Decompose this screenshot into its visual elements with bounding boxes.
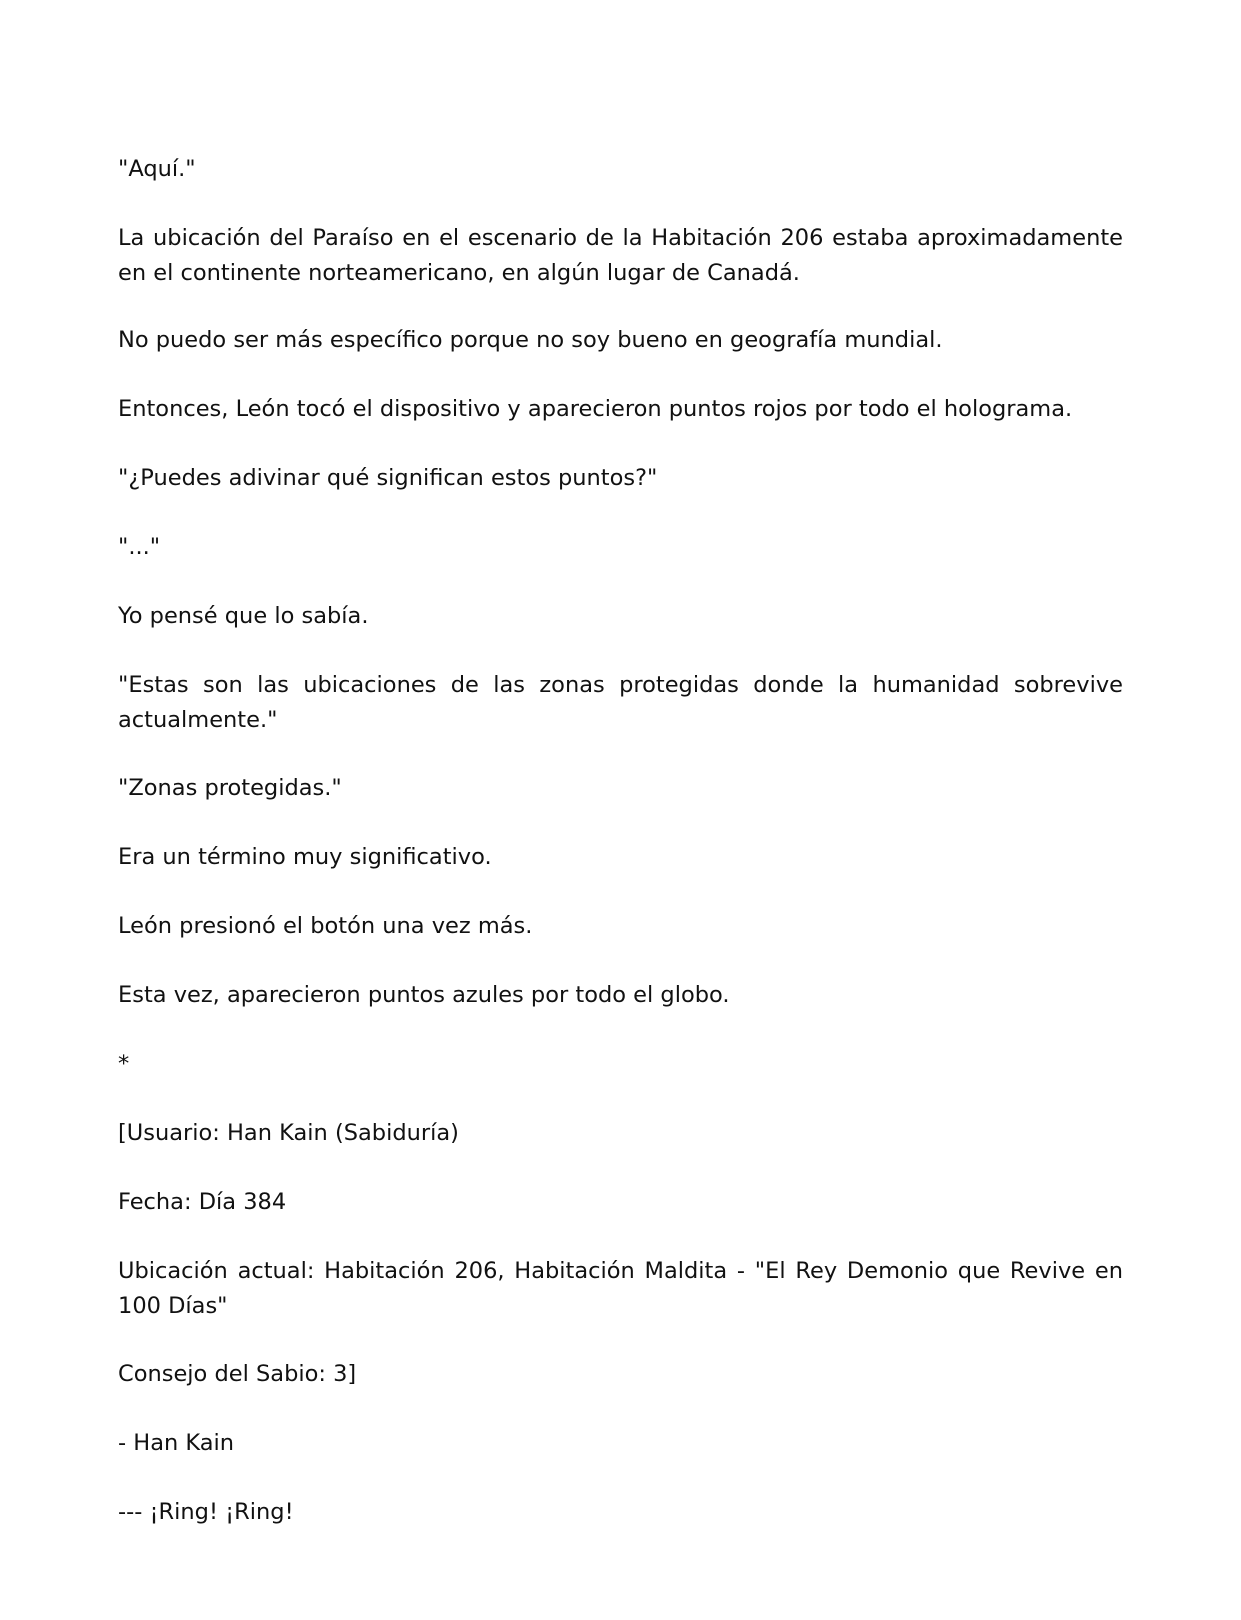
- status-date: Fecha: Día 384: [118, 1189, 287, 1215]
- paragraph-zonas: "Zonas protegidas.": [118, 775, 342, 801]
- paragraph-ring: --- ¡Ring! ¡Ring!: [118, 1499, 294, 1525]
- status-location: Ubicación actual: Habitación 206, Habitación Maldita - "El Rey Demonio que Revive en 100 Días": [118, 1258, 1123, 1319]
- signature: - Han Kain: [118, 1430, 235, 1456]
- paragraph-paraiso-location: La ubicación del Paraíso en el escenario de la Habitación 206 estaba aproximadamente en el continente norteamericano, en algún lugar de Canadá.: [118, 225, 1123, 286]
- section-separator: *: [118, 1051, 130, 1077]
- paragraph-question: "¿Puedes adivinar qué significan estos puntos?": [118, 465, 658, 491]
- paragraph-geography: No puedo ser más específico porque no soy bueno en geografía mundial.: [118, 327, 943, 353]
- paragraph-thought: Yo pensé que lo sabía.: [118, 603, 369, 629]
- status-advice: Consejo del Sabio: 3]: [118, 1361, 357, 1387]
- paragraph-button: León presionó el botón una vez más.: [118, 913, 533, 939]
- paragraph-red-dots: Entonces, León tocó el dispositivo y aparecieron puntos rojos por todo el holograma.: [118, 396, 1073, 422]
- paragraph-blue-dots: Esta vez, aparecieron puntos azules por todo el globo.: [118, 982, 730, 1008]
- status-user: [Usuario: Han Kain (Sabiduría): [118, 1120, 459, 1146]
- paragraph-aqui: "Aquí.": [118, 156, 196, 182]
- paragraph-protected-zones: "Estas son las ubicaciones de las zonas protegidas donde la humanidad sobrevive actualmente.": [118, 672, 1123, 733]
- paragraph-term: Era un término muy significativo.: [118, 844, 492, 870]
- paragraph-ellipsis: "...": [118, 534, 161, 560]
